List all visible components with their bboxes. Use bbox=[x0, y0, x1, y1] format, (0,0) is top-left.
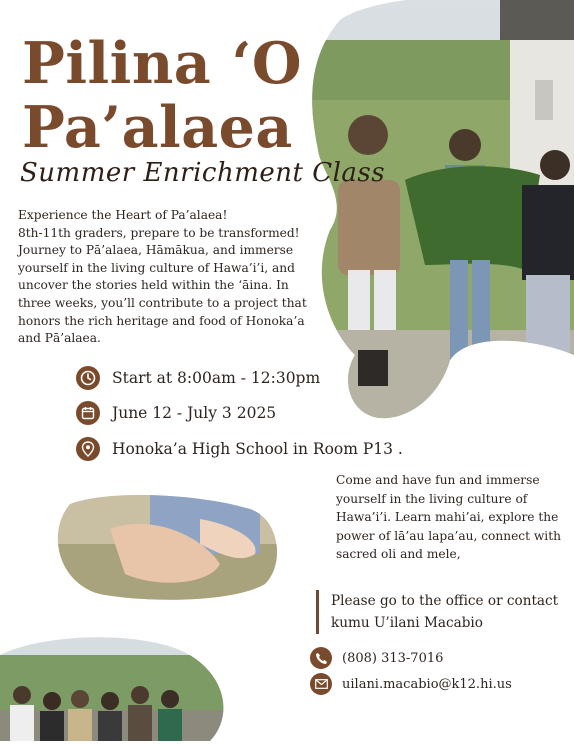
invite-text: Come and have fun and immerse yourself in the living culture of Hawa’i’i. Learn mahi’ai, explore the power of lā’au lapa’au, connect with sacred oli and mele, bbox=[336, 473, 561, 562]
email-row bbox=[310, 673, 512, 695]
intro-heading: Experience the Heart of Pa’alaea! bbox=[18, 208, 228, 222]
hands-on-ground-photo bbox=[50, 494, 282, 602]
title-line-1: Pilina ‘O bbox=[22, 30, 303, 97]
clock-icon bbox=[76, 366, 100, 390]
students-with-leaves-photo bbox=[300, 0, 574, 420]
intro-body: 8th-11th graders, prepare to be transformed! Journey to Pā’alaea, Hāmākua, and immerse yourself in the living culture of Hawa’i’i, and uncover the stories held within the ‘āina. In three weeks, you’ll contribute to a project that honors the rich heritage and food of Honoka’a and Pā’alaea. bbox=[18, 225, 307, 346]
time-text: Start at 8:00am - 12:30pm bbox=[112, 369, 321, 387]
group-photo bbox=[0, 635, 232, 741]
dates-text: June 12 - July 3 2025 bbox=[112, 404, 277, 422]
contact-callout: Please go to the office or contact kumu U’ilani Macabio bbox=[316, 590, 574, 634]
location-pin-icon bbox=[76, 437, 100, 461]
time-row bbox=[76, 366, 320, 390]
intro-text bbox=[18, 207, 318, 348]
subtitle: Summer Enrichment Class bbox=[20, 158, 386, 188]
calendar-icon bbox=[76, 401, 100, 425]
email-icon bbox=[310, 673, 332, 695]
phone-text[interactable]: (808) 313-7016 bbox=[342, 650, 444, 666]
page-title bbox=[22, 32, 322, 160]
title-line-2: Pa’alaea bbox=[22, 94, 293, 161]
location-row bbox=[76, 437, 403, 461]
phone-icon bbox=[310, 647, 332, 669]
email-text[interactable]: uilani.macabio@k12.hi.us bbox=[342, 676, 512, 692]
location-text: Honoka’a High School in Room P13 . bbox=[112, 440, 403, 458]
dates-row bbox=[76, 401, 276, 425]
phone-row bbox=[310, 647, 443, 669]
